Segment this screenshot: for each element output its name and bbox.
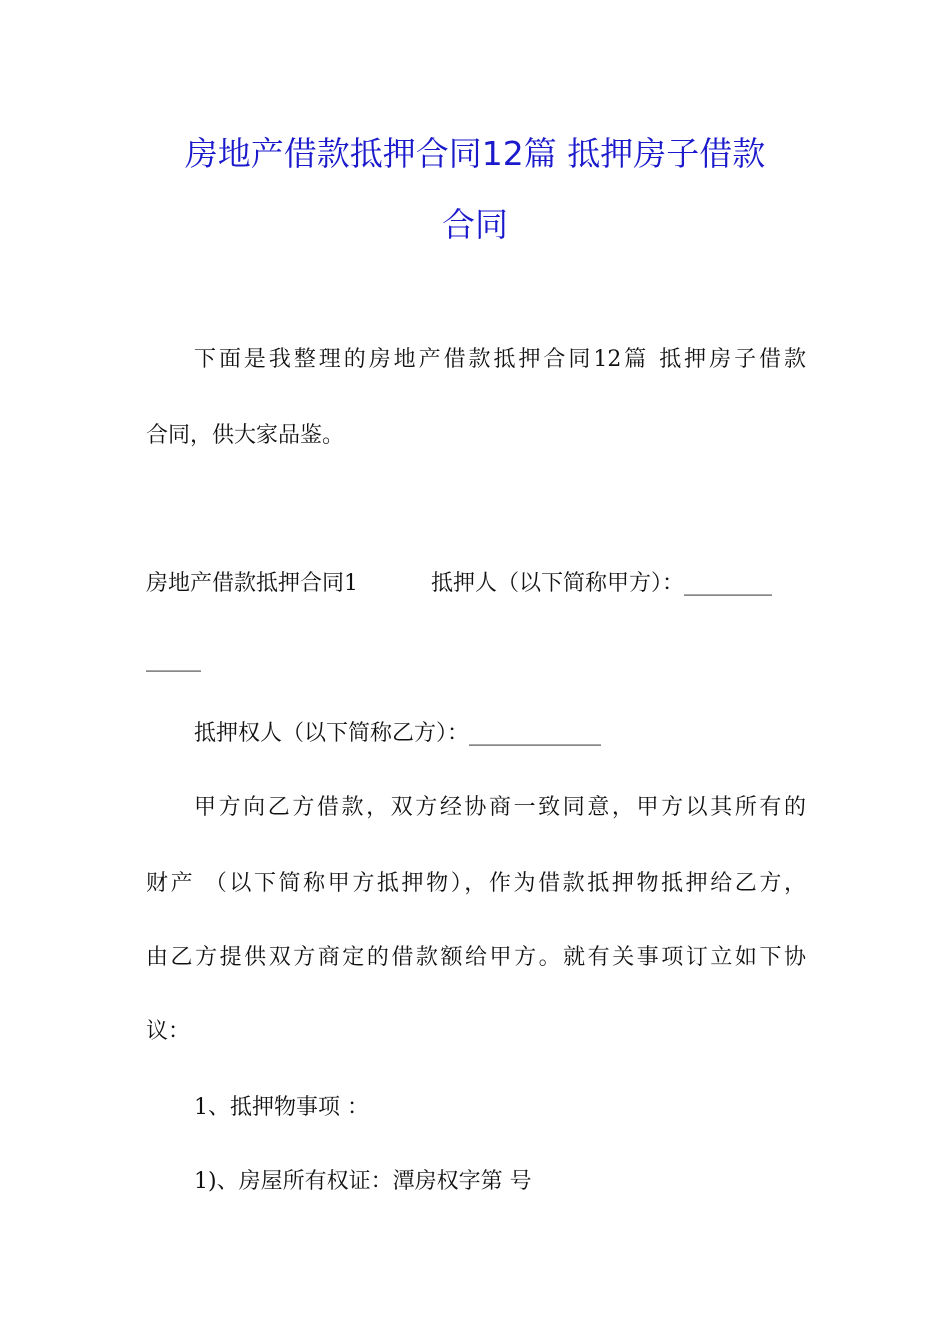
party-a-label: 抵押人（以下简称甲方）： bbox=[431, 571, 685, 596]
agreement-para-line-4: 议： bbox=[146, 1019, 191, 1044]
section-heading-text: 房地产借款抵押合同1 bbox=[146, 571, 358, 596]
party-a-blank: ________ bbox=[684, 571, 773, 596]
item-1-1: 1)、房屋所有权证：潭房权字第 号 bbox=[194, 1169, 532, 1194]
section-heading bbox=[146, 569, 358, 599]
agreement-para-line-1: 甲方向乙方借款，双方经协商一致同意，甲方以其所有的 bbox=[194, 795, 806, 820]
party-a-line bbox=[431, 569, 772, 599]
party-b-blank: ____________ bbox=[469, 721, 602, 746]
party-a-blank-continued: _____ bbox=[146, 647, 201, 672]
document-title-line-1: 房地产借款抵押合同12篇 抵押房子借款 bbox=[184, 134, 766, 173]
intro-line-2: 合同，供大家品鉴。 bbox=[146, 423, 345, 448]
party-b-line bbox=[194, 719, 601, 749]
document-title-line-2: 合同 bbox=[442, 205, 508, 244]
agreement-para-line-2: 财产 （以下简称甲方抵押物），作为借款抵押物抵押给乙方， bbox=[146, 871, 806, 896]
agreement-para-line-3: 由乙方提供双方商定的借款额给甲方。就有关事项订立如下协 bbox=[146, 945, 806, 970]
item-1-heading: 1、抵押物事项 ： bbox=[194, 1095, 369, 1120]
intro-line-1: 下面是我整理的房地产借款抵押合同12篇 抵押房子借款 bbox=[194, 347, 806, 372]
party-b-label: 抵押权人（以下简称乙方）： bbox=[194, 721, 470, 746]
